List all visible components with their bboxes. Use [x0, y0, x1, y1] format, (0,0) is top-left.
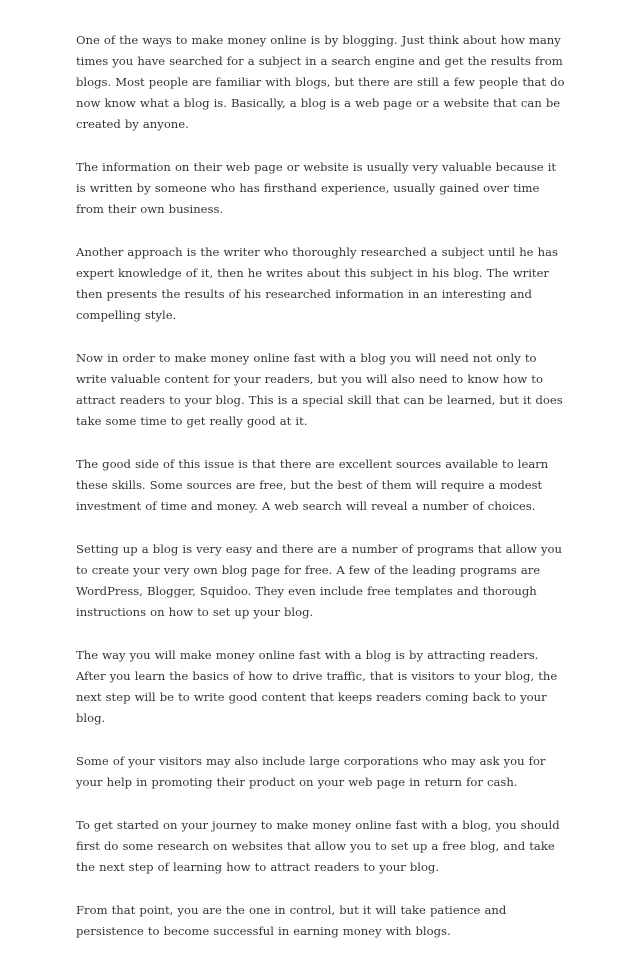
paragraph-2: The information on their web page or website is usually very valuable because it is written by someone who has firsthand experience, usually gained over time from their own business.: [76, 160, 557, 216]
paragraph-3: Another approach is the writer who thoroughly researched a subject until he has expert knowledge of it, then he writes about this subject in his blog. The writer then presents the results of his researched information in an interesting and compelling style.: [76, 245, 558, 322]
document-body: [76, 30, 566, 964]
paragraph-1: One of the ways to make money online is by blogging. Just think about how many times you have searched for a subject in a search engine and get the results from blogs. Most people are familiar with blogs, but there are still a few people that do now know what a blog is. Basically, a blog is a web page or a website that can be created by anyone.: [76, 33, 565, 131]
paragraph-6: Setting up a blog is very easy and there are a number of programs that allow you to create your very own blog page for free. A few of the leading programs are WordPress, Blogger, Squidoo. They even include free templates and thorough instructions on how to set up your blog.: [76, 542, 562, 619]
paragraph-9: To get started on your journey to make money online fast with a blog, you should first do some research on websites that allow you to set up a free blog, and take the next step of learning how to attract readers to your blog.: [76, 818, 560, 874]
paragraph-5: The good side of this issue is that there are excellent sources available to learn these skills. Some sources are free, but the best of them will require a modest investment of time and money. A web search will reveal a number of choices.: [76, 457, 549, 513]
paragraph-4: Now in order to make money online fast with a blog you will need not only to write valuable content for your readers, but you will also need to know how to attract readers to your blog. This is a special skill that can be learned, but it does take some time to get really good at it.: [76, 351, 563, 428]
paragraph-7: The way you will make money online fast with a blog is by attracting readers. After you learn the basics of how to drive traffic, that is visitors to your blog, the next step will be to write good content that keeps readers coming back to your blog.: [76, 648, 558, 725]
paragraph-10: From that point, you are the one in control, but it will take patience and persistence to become successful in earning money with blogs.: [76, 903, 507, 938]
paragraph-8: Some of your visitors may also include large corporations who may ask you for your help in promoting their product on your web page in return for cash.: [76, 754, 546, 789]
